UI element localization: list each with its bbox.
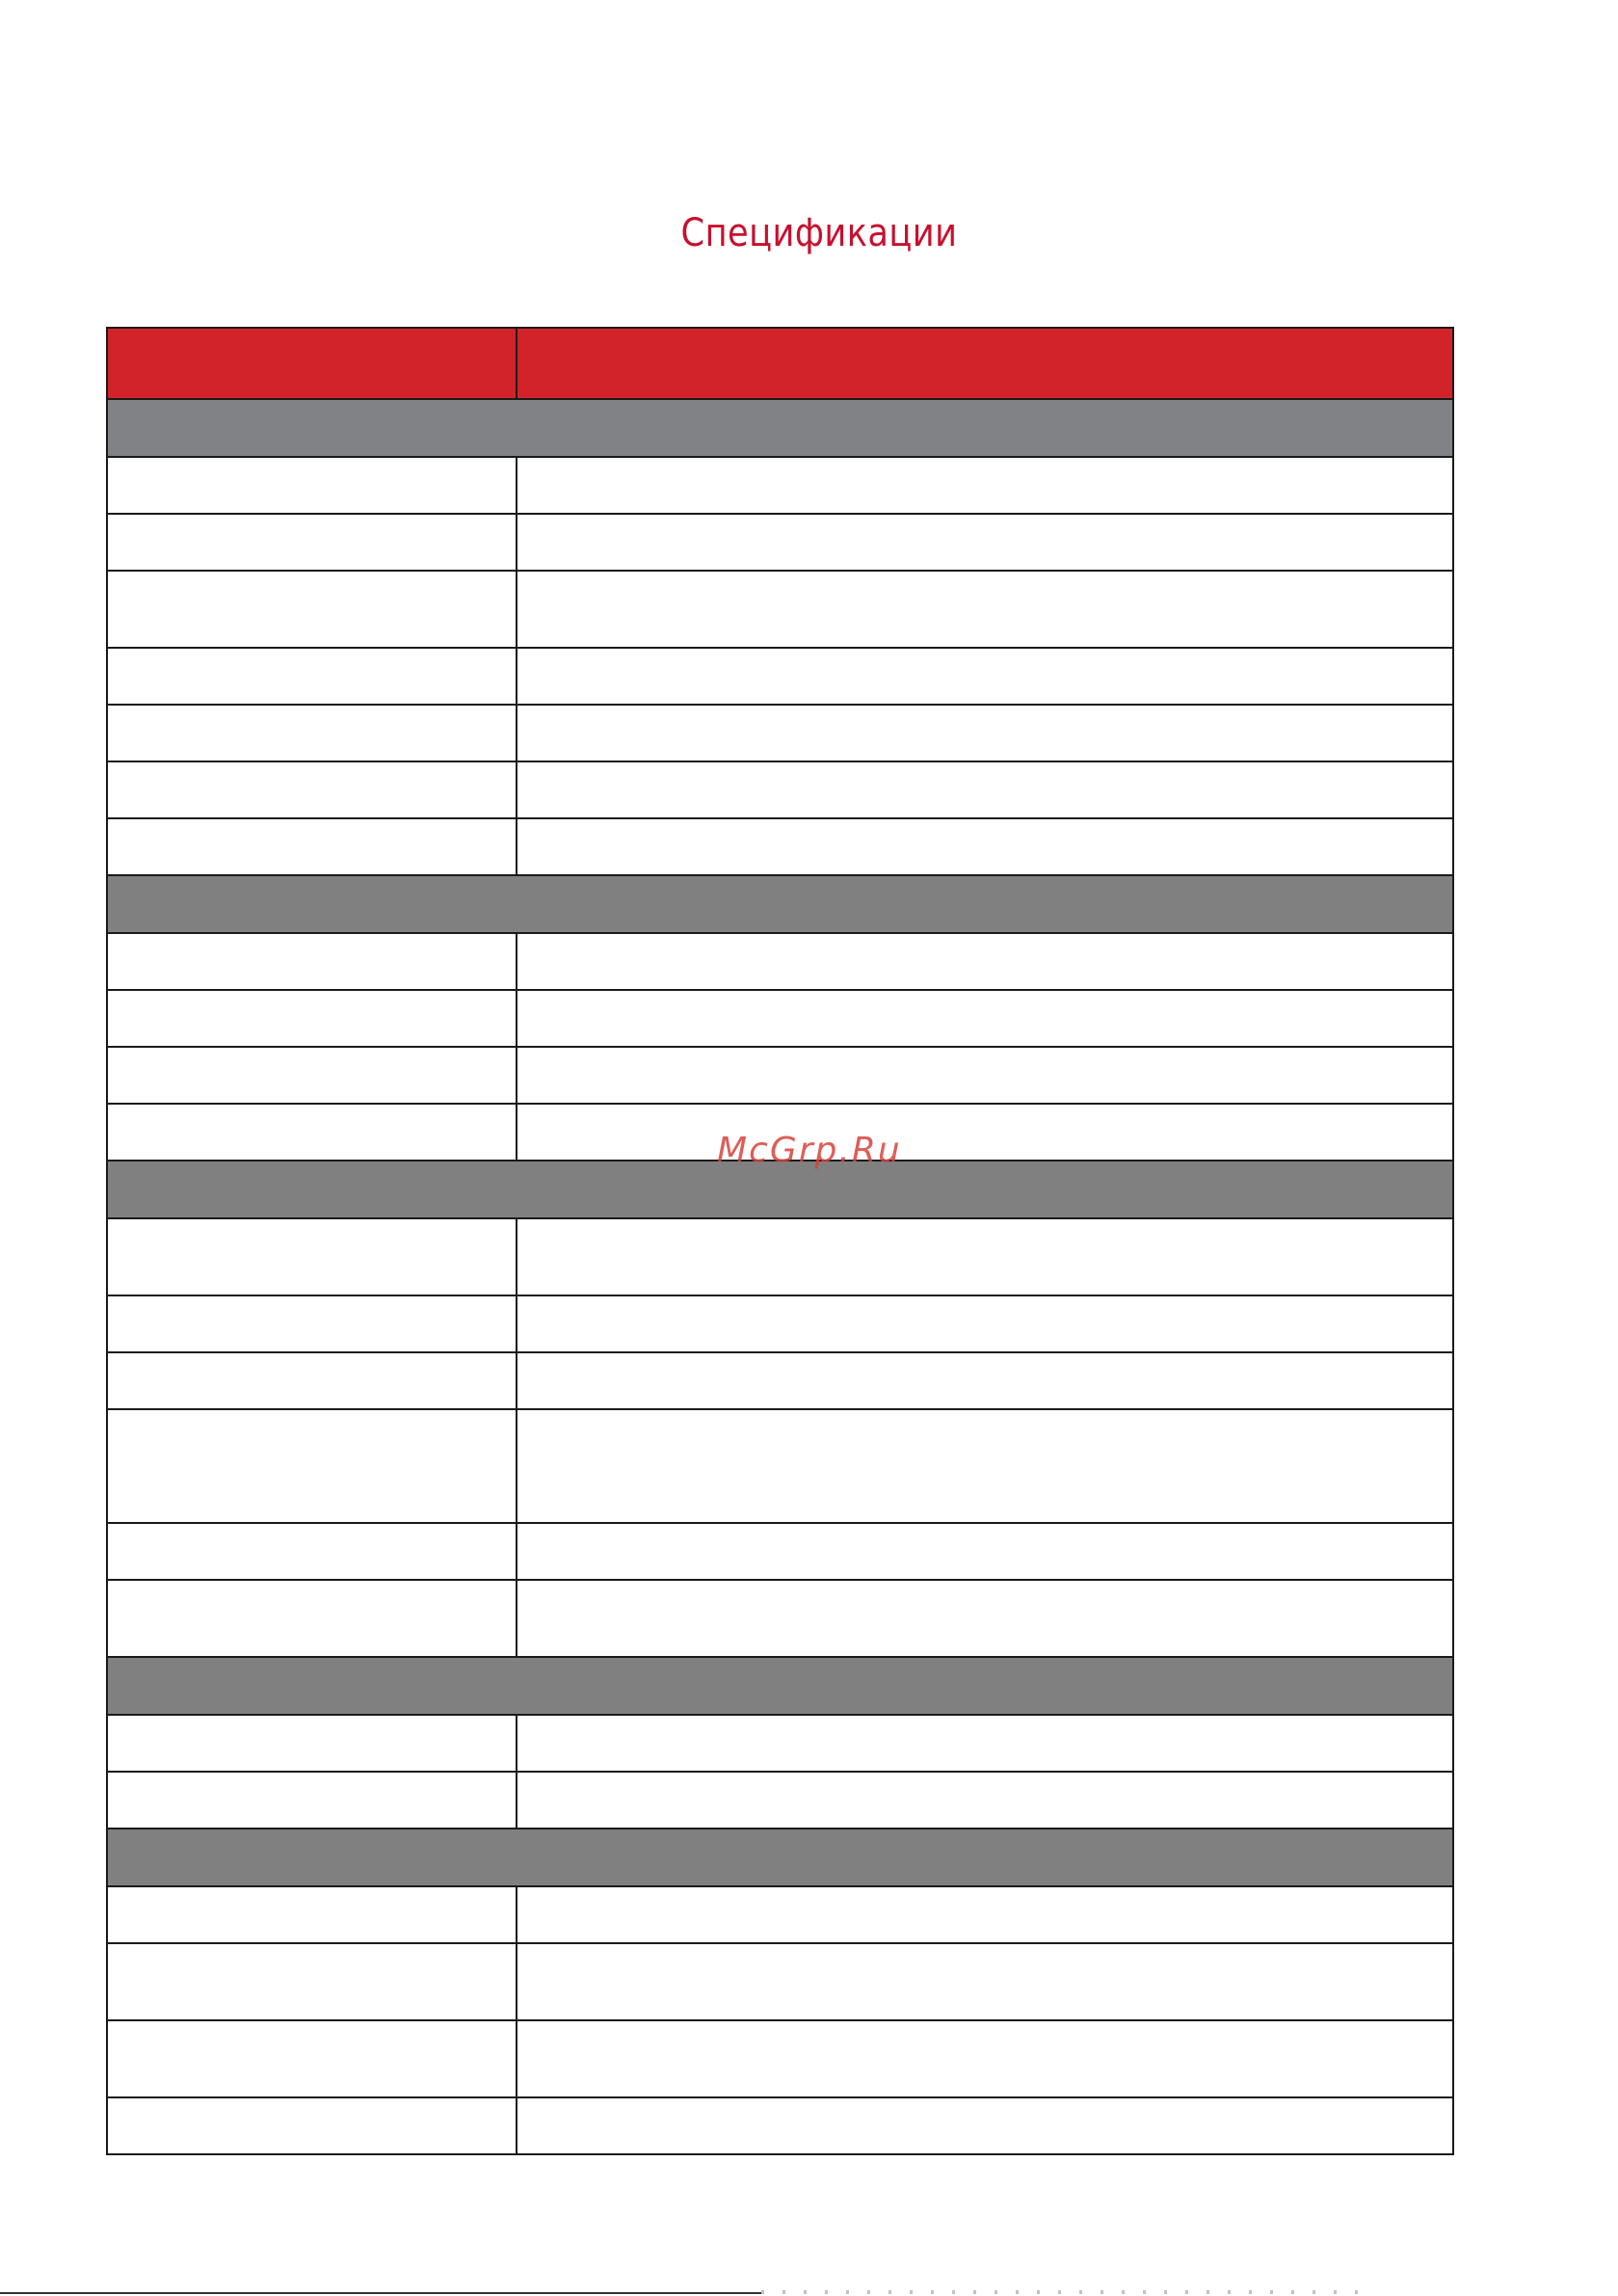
value-cell bbox=[517, 2020, 1453, 2097]
table-row bbox=[107, 761, 1453, 818]
value-cell bbox=[517, 648, 1453, 705]
value-cell bbox=[517, 1104, 1453, 1161]
value-cell bbox=[517, 1295, 1453, 1352]
value-cell bbox=[517, 571, 1453, 648]
header-cell-value bbox=[517, 328, 1453, 399]
value-cell bbox=[517, 1943, 1453, 2020]
table-row bbox=[107, 457, 1453, 514]
parameter-cell bbox=[107, 990, 517, 1047]
parameter-cell bbox=[107, 1295, 517, 1352]
parameter-cell bbox=[107, 648, 517, 705]
section-label bbox=[107, 1829, 1453, 1886]
table-row bbox=[107, 1047, 1453, 1104]
value-cell bbox=[517, 933, 1453, 990]
table-row bbox=[107, 1409, 1453, 1523]
table-row bbox=[107, 990, 1453, 1047]
table-header-row bbox=[107, 328, 1453, 399]
table-row bbox=[107, 1218, 1453, 1295]
value-cell bbox=[517, 1352, 1453, 1409]
parameter-cell bbox=[107, 1580, 517, 1657]
table-row bbox=[107, 933, 1453, 990]
parameter-cell bbox=[107, 2097, 517, 2154]
table-row bbox=[107, 1523, 1453, 1580]
parameter-cell bbox=[107, 514, 517, 571]
parameter-cell bbox=[107, 1104, 517, 1161]
specifications-table bbox=[106, 327, 1454, 2155]
value-cell bbox=[517, 1047, 1453, 1104]
section-row bbox=[107, 1829, 1453, 1886]
table-row bbox=[107, 1943, 1453, 2020]
parameter-cell bbox=[107, 818, 517, 875]
value-cell bbox=[517, 1580, 1453, 1657]
value-cell bbox=[517, 818, 1453, 875]
parameter-cell bbox=[107, 705, 517, 761]
section-row bbox=[107, 1657, 1453, 1715]
value-cell bbox=[517, 990, 1453, 1047]
parameter-cell bbox=[107, 1523, 517, 1580]
table-row bbox=[107, 1352, 1453, 1409]
value-cell bbox=[517, 1523, 1453, 1580]
value-cell bbox=[517, 1886, 1453, 1943]
page-title: Спецификации bbox=[680, 211, 958, 255]
parameter-cell bbox=[107, 571, 517, 648]
section-label bbox=[107, 1657, 1453, 1715]
parameter-cell bbox=[107, 933, 517, 990]
parameter-cell bbox=[107, 1047, 517, 1104]
table-row bbox=[107, 648, 1453, 705]
section-label bbox=[107, 399, 1453, 457]
table-row bbox=[107, 1580, 1453, 1657]
section-row bbox=[107, 399, 1453, 457]
table-row bbox=[107, 2020, 1453, 2097]
value-cell bbox=[517, 1218, 1453, 1295]
table-row bbox=[107, 1715, 1453, 1772]
section-label bbox=[107, 875, 1453, 933]
table-row bbox=[107, 1295, 1453, 1352]
parameter-cell bbox=[107, 2020, 517, 2097]
table-row bbox=[107, 818, 1453, 875]
parameter-cell bbox=[107, 1772, 517, 1829]
parameter-cell bbox=[107, 761, 517, 818]
parameter-cell bbox=[107, 1218, 517, 1295]
table-row bbox=[107, 1772, 1453, 1829]
table-row bbox=[107, 705, 1453, 761]
table-row bbox=[107, 514, 1453, 571]
footer-text-fragment bbox=[761, 2290, 1359, 2294]
parameter-cell bbox=[107, 1352, 517, 1409]
table-row bbox=[107, 571, 1453, 648]
value-cell bbox=[517, 1409, 1453, 1523]
value-cell bbox=[517, 514, 1453, 571]
value-cell bbox=[517, 1715, 1453, 1772]
watermark: McGrp.Ru bbox=[717, 1131, 902, 1170]
table-row bbox=[107, 1886, 1453, 1943]
value-cell bbox=[517, 2097, 1453, 2154]
value-cell bbox=[517, 1772, 1453, 1829]
parameter-cell bbox=[107, 1409, 517, 1523]
table-row bbox=[107, 2097, 1453, 2154]
header-cell-parameter bbox=[107, 328, 517, 399]
parameter-cell bbox=[107, 1943, 517, 2020]
footer-rule bbox=[0, 2292, 761, 2294]
section-row bbox=[107, 875, 1453, 933]
value-cell bbox=[517, 761, 1453, 818]
parameter-cell bbox=[107, 1715, 517, 1772]
value-cell bbox=[517, 457, 1453, 514]
value-cell bbox=[517, 705, 1453, 761]
parameter-cell bbox=[107, 457, 517, 514]
parameter-cell bbox=[107, 1886, 517, 1943]
